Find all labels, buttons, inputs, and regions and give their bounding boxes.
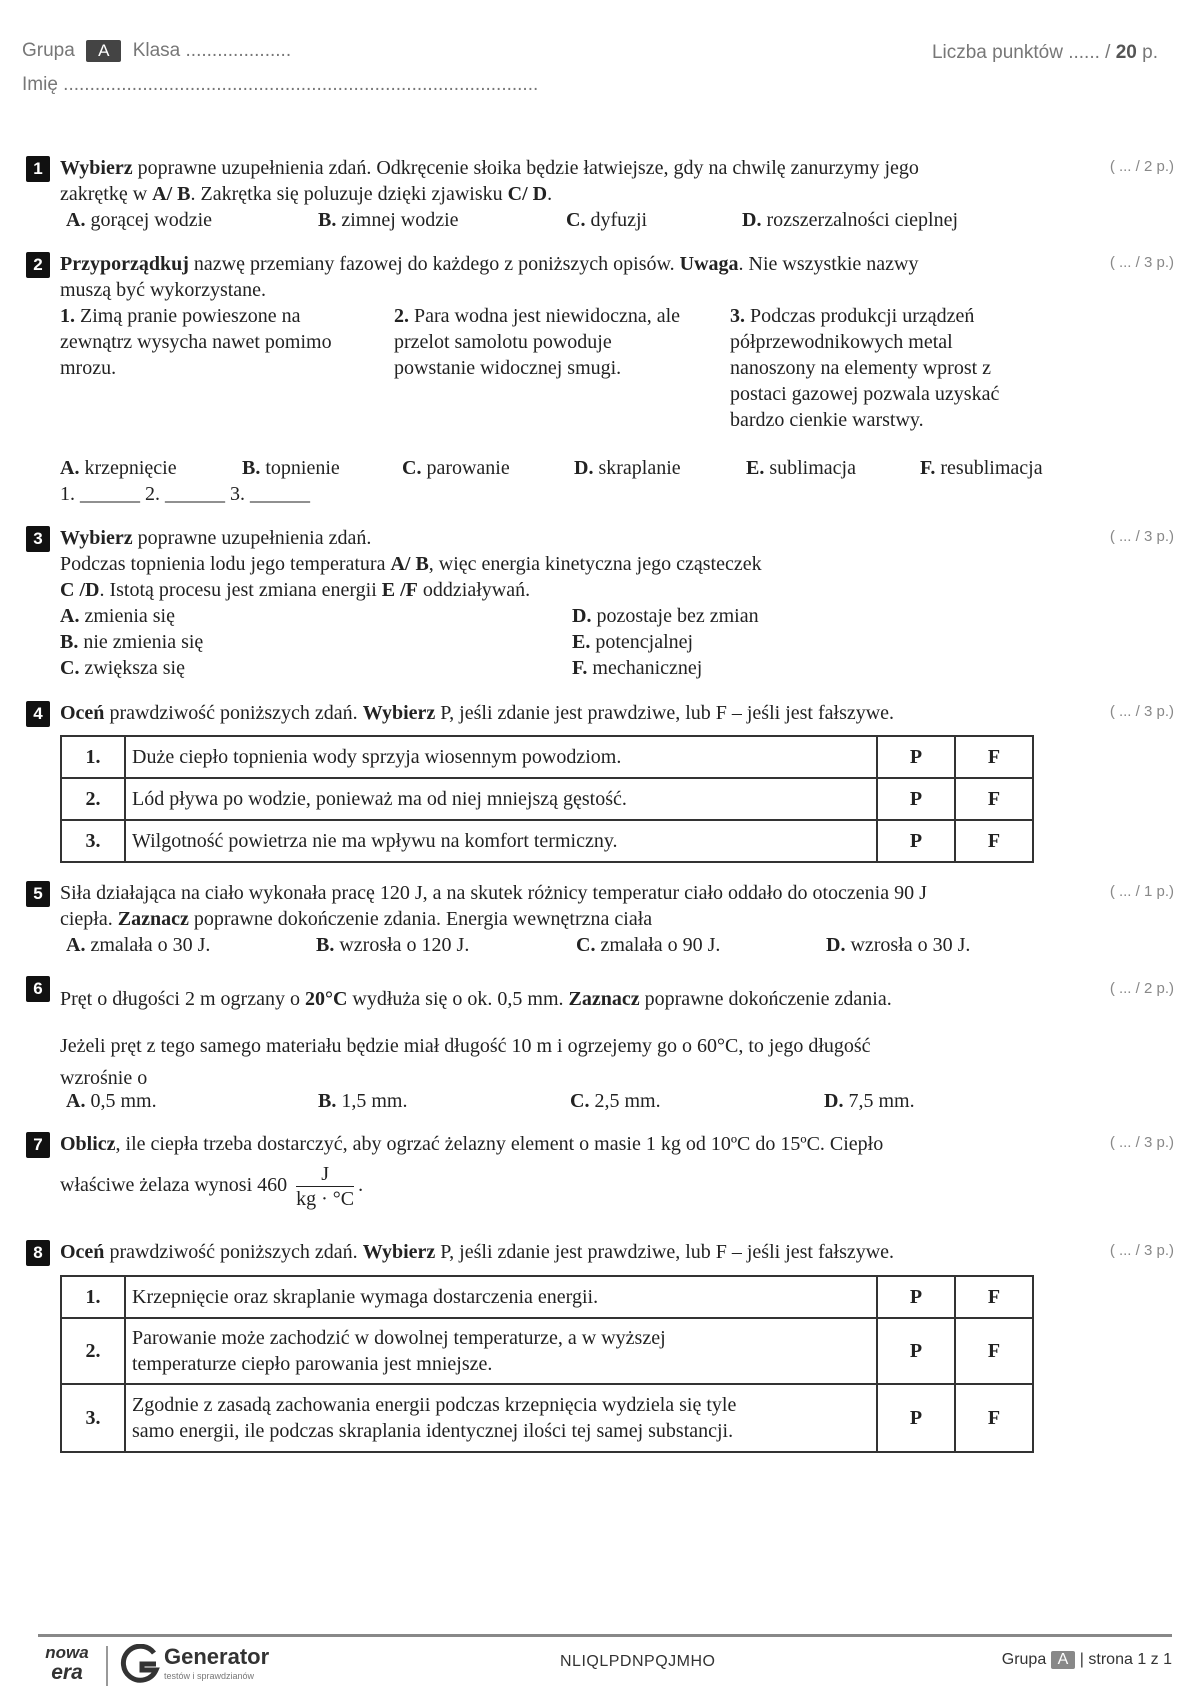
q4-text: Oceń prawdziwość poniższych zdań. Wybierz P, jeśli zdanie jest prawdziwe, lub F – jeśli jest fałszywe. [60, 702, 895, 724]
q2-text: Przyporządkuj nazwę przemiany fazowej do każdego z poniższych opisów. Uwaga. Nie wszystkie nazwy muszą być wykorzystane. [60, 253, 919, 301]
table-row: 2. Lód pływa po wodzie, ponieważ ma od niej mniejszą gęstość. P F [61, 778, 1033, 820]
question-number: 7 [26, 1132, 50, 1158]
option[interactable]: F. mechanicznej [572, 657, 703, 679]
option: F. resublimacja [920, 457, 1043, 479]
true-option[interactable]: P [877, 1318, 955, 1384]
true-option[interactable]: P [877, 778, 955, 820]
false-option[interactable]: F [955, 1384, 1033, 1452]
footer-group-badge: A [1051, 1651, 1076, 1669]
option[interactable]: E. potencjalnej [572, 631, 694, 653]
option[interactable]: B. zimnej wodzie [318, 209, 459, 231]
fraction: $\frac{J}{kg \cdot ^\circ C}$ [296, 1163, 355, 1210]
group-badge: A [86, 40, 121, 62]
q1-text: Wybierz poprawne uzupełnienia zdań. Odkręcenie słoika będzie łatwiejsze, gdy na chwilę zanurzymy jego zakrętkę w A/ B. Zakrętka się poluzuje dzięki zjawisku C/ D. [60, 157, 919, 205]
footer-page-info: Grupa A | strona 1 z 1 [1001, 1651, 1172, 1668]
question-points: ( ... / 2 p.) [1109, 980, 1174, 997]
false-option[interactable]: F [955, 820, 1033, 862]
false-option[interactable]: F [955, 1318, 1033, 1384]
option[interactable]: A. 0,5 mm. [66, 1090, 157, 1112]
q6-text-2: Jeżeli pręt z tego samego materiału będzie miał długość 10 m i ogrzejemy go o 60°C, to jego długość wzrośnie o [60, 1035, 871, 1089]
question-number: 2 [26, 252, 50, 278]
question-points: ( ... / 3 p.) [1109, 1134, 1174, 1151]
document-code: NLIQLPDNPQJMHO [560, 1653, 716, 1670]
q8-true-false-table [60, 1275, 1034, 1453]
true-option[interactable]: P [877, 1276, 955, 1318]
option[interactable]: A. zmalała o 30 J. [66, 934, 211, 956]
option[interactable]: B. nie zmienia się [60, 631, 204, 653]
false-option[interactable]: F [955, 1276, 1033, 1318]
table-row: 1. Duże ciepło topnienia wody sprzyja wiosennym powodziom. P F [61, 736, 1033, 778]
option[interactable]: B. 1,5 mm. [318, 1090, 408, 1112]
group-label: Grupa [22, 40, 75, 61]
question-number: 6 [26, 976, 50, 1002]
option[interactable]: C. 2,5 mm. [570, 1090, 661, 1112]
option: D. skraplanie [574, 457, 681, 479]
q8-text: Oceń prawdziwość poniższych zdań. Wybierz P, jeśli zdanie jest prawdziwe, lub F – jeśli jest fałszywe. [60, 1241, 895, 1263]
footer-separator [106, 1646, 108, 1686]
option[interactable]: A. gorącej wodzie [66, 209, 213, 231]
question-number: 3 [26, 526, 50, 552]
table-row: 2. Parowanie może zachodzić w dowolnej temperaturze, a w wyższej temperaturze ciepło parowania jest mniejsze. P F [61, 1318, 1033, 1384]
question-number: 5 [26, 881, 50, 907]
option: B. topnienie [242, 457, 340, 479]
option[interactable]: C. zwiększa się [60, 657, 185, 679]
table-row: 3. Zgodnie z zasadą zachowania energii podczas krzepnięcia wydziela się tyle samo energii, ile podczas skraplania identycznej ilości tej samej substancji. P F [61, 1384, 1033, 1452]
true-option[interactable]: P [877, 1384, 955, 1452]
generator-logo [120, 1644, 160, 1691]
option: E. sublimacja [746, 457, 856, 479]
question-number: 8 [26, 1240, 50, 1266]
option[interactable]: C. dyfuzji [566, 209, 648, 231]
q2-desc-2: 2. Para wodna jest niewidoczna, ale przelot samolotu powoduje powstanie widocznej smugi. [394, 305, 681, 379]
false-option[interactable]: F [955, 736, 1033, 778]
question-points: ( ... / 3 p.) [1109, 528, 1174, 545]
q2-desc-1: 1. Zimą pranie powieszone na zewnątrz wysycha nawet pomimo mrozu. [60, 305, 332, 379]
q3-options-left [60, 603, 203, 681]
header-group-row [22, 40, 291, 62]
option[interactable]: A. zmienia się [60, 605, 175, 627]
question-points: ( ... / 3 p.) [1109, 703, 1174, 720]
q3-options-right [572, 603, 759, 681]
question-points: ( ... / 1 p.) [1109, 883, 1174, 900]
question-number: 4 [26, 701, 50, 727]
option: A. krzepnięcie [60, 457, 177, 479]
footer-divider [38, 1634, 1172, 1637]
option[interactable]: C. zmalała o 90 J. [576, 934, 721, 956]
nowa-era-logo: nowa era [45, 1643, 89, 1684]
option[interactable]: D. wzrosła o 30 J. [826, 934, 971, 956]
true-option[interactable]: P [877, 820, 955, 862]
q7-text: Oblicz, ile ciepła trzeba dostarczyć, aby ogrzać żelazny element o masie 1 kg od 10ºC do 15ºC. Ciepło [60, 1133, 884, 1155]
class-field: Klasa .................... [132, 40, 292, 61]
q5-text: Siła działająca na ciało wykonała pracę 120 J, a na skutek różnicy temperatur ciało oddało do otoczenia 90 J ciepła. Zaznacz poprawne dokończenie zdania. Energia wewnętrzna ciała [60, 882, 927, 930]
generator-g-icon [120, 1644, 160, 1686]
q6-text-1: Pręt o długości 2 m ogrzany o 20°C wydłuża się o ok. 0,5 mm. Zaznacz poprawne dokończenie zdania. [60, 988, 892, 1010]
option[interactable]: D. pozostaje bez zmian [572, 605, 759, 627]
q4-true-false-table [60, 735, 1034, 863]
generator-sub: testów i sprawdzianów [164, 1671, 255, 1681]
option[interactable]: D. 7,5 mm. [824, 1090, 915, 1112]
question-points: ( ... / 2 p.) [1109, 158, 1174, 175]
name-field: Imię .......................................................................................... [22, 74, 539, 95]
false-option[interactable]: F [955, 778, 1033, 820]
option: C. parowanie [402, 457, 510, 479]
q2-answer-blanks[interactable]: 1. ______ 2. ______ 3. ______ [60, 483, 310, 505]
option[interactable]: B. wzrosła o 120 J. [316, 934, 470, 956]
q2-desc-3: 3. Podczas produkcji urządzeń półprzewodnikowych metal nanoszony na elementy wprost z postaci gazowej pozwala uzyskać bardzo cienkie warstwy. [730, 305, 1000, 431]
table-row: 3. Wilgotność powietrza nie ma wpływu na komfort termiczny. P F [61, 820, 1033, 862]
question-number: 1 [26, 156, 50, 182]
true-option[interactable]: P [877, 736, 955, 778]
table-row: 1. Krzepnięcie oraz skraplanie wymaga dostarczenia energii. P F [61, 1276, 1033, 1318]
q7-formula-line: właściwe żelaza wynosi 460 $\frac{J}{kg \cdot ^\circ C}$ . [60, 1163, 364, 1210]
generator-label: Generator [164, 1644, 270, 1669]
option[interactable]: D. rozszerzalności cieplnej [742, 209, 959, 231]
question-points: ( ... / 3 p.) [1109, 1242, 1174, 1259]
question-points: ( ... / 3 p.) [1109, 254, 1174, 271]
points-total: Liczba punktów ...... / 20 p. [931, 42, 1158, 63]
q3-text: Wybierz poprawne uzupełnienia zdań. Podczas topnienia lodu jego temperatura A/ B, więc energia kinetyczna jego cząsteczek C /D. Istotą procesu jest zmiana energii E /F oddziaływań. [60, 527, 762, 601]
